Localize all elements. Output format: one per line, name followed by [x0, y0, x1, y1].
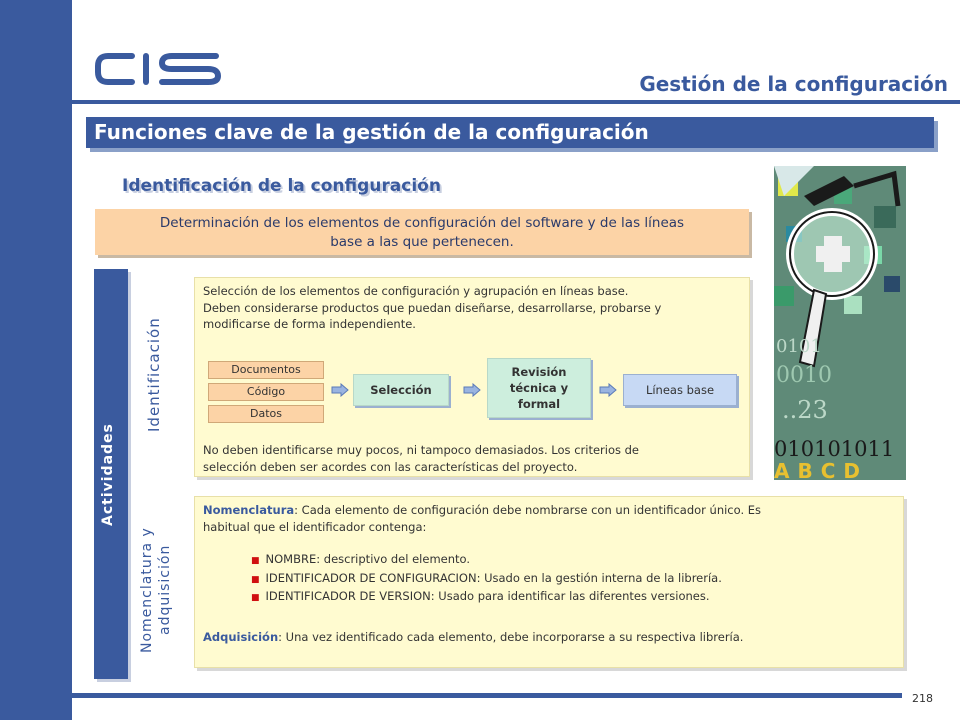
- identification-panel: [194, 277, 750, 477]
- input-documentos: Documentos: [208, 361, 324, 379]
- footer-divider: [72, 693, 902, 698]
- step-review: [487, 358, 591, 418]
- bullet-icon: ■: [251, 556, 260, 566]
- nomenclature-label: [138, 520, 174, 660]
- acquisition-text: [203, 629, 743, 646]
- nomenclature-label-line-2: adquisición: [157, 544, 173, 636]
- bullet-icon: ■: [251, 593, 260, 603]
- digits-text: ..23: [782, 396, 828, 424]
- definition-line-1: Determinación de los elementos de configuración del software y de las líneas: [159, 215, 685, 231]
- intro-line-3: modificarse de forma independiente.: [203, 317, 416, 331]
- intro-line-2: Deben considerarse productos que puedan diseñarse, desarrollarse, probarse y: [203, 300, 662, 315]
- definition-box: [95, 209, 749, 255]
- note-line-1: No deben identificarse muy pocos, ni tampoco demasiados. Los criterios de: [203, 443, 640, 457]
- list-item: ■ IDENTIFICADOR DE CONFIGURACION: Usado en la gestión interna de la librería.: [251, 570, 722, 585]
- nomenclature-text: [203, 502, 761, 535]
- step-review-line-2: técnica y: [509, 381, 569, 395]
- list-item: ■ IDENTIFICADOR DE VERSION: Usado para identificar las diferentes versiones.: [251, 589, 710, 603]
- arrow-right-icon: [599, 383, 617, 397]
- acquisition-key: Adquisición: [203, 630, 279, 644]
- digits-text: 0101: [776, 336, 822, 357]
- identifier-bullet-list: [251, 551, 722, 607]
- nomenclature-label-line-1: Nomenclatura y: [139, 527, 155, 653]
- arrow-right-icon: [331, 383, 349, 397]
- input-codigo: Código: [208, 383, 324, 401]
- step-selection: Selección: [353, 374, 449, 406]
- identification-label: Identificación: [145, 317, 163, 433]
- digits-text: 0010: [776, 363, 832, 388]
- nomenclature-text-line-1: : Cada elemento de configuración debe nombrarse con un identificador único. Es: [294, 503, 762, 517]
- note-line-2: selección deben ser acordes con las características del proyecto.: [203, 459, 578, 474]
- magnifier-illustration: [774, 166, 906, 480]
- bullet-icon: ■: [251, 574, 260, 585]
- page-title: Gestión de la configuración: [639, 72, 948, 96]
- activities-label: Actividades: [100, 423, 116, 527]
- step-review-line-1: Revisión: [511, 365, 567, 379]
- left-accent-bar: [0, 0, 72, 720]
- header-divider: [72, 100, 960, 104]
- arrow-right-icon: [463, 383, 481, 397]
- digits-text: 010101011: [774, 437, 895, 461]
- nomenclature-text-line-2: habitual que el identificador contenga:: [203, 519, 427, 534]
- definition-line-2: base a las que pertenecen.: [330, 234, 514, 250]
- nomenclature-panel: [194, 496, 904, 668]
- input-datos: Datos: [208, 405, 324, 423]
- intro-line-1: Selección de los elementos de configuración y agrupación en líneas base.: [203, 284, 629, 298]
- identification-intro: [203, 283, 661, 333]
- step-review-line-3: formal: [517, 397, 561, 411]
- nomenclature-key: Nomenclatura: [203, 503, 295, 517]
- letters-text: ABCD: [774, 459, 869, 480]
- banner-title: Funciones clave de la gestión de la configuración: [94, 120, 649, 144]
- page-number: 218: [912, 692, 933, 705]
- list-item: ■ NOMBRE: descriptivo del elemento.: [251, 552, 471, 566]
- section-banner: [86, 117, 934, 148]
- acquisition-description: : Una vez identificado cada elemento, debe incorporarse a su respectiva librería.: [278, 630, 744, 644]
- magnifier-clipart: [774, 166, 906, 480]
- step-baselines: Líneas base: [623, 374, 737, 406]
- identification-note: [203, 442, 639, 475]
- section-subtitle: Identificación de la configuración: [122, 176, 441, 196]
- cis-logo: [92, 50, 224, 88]
